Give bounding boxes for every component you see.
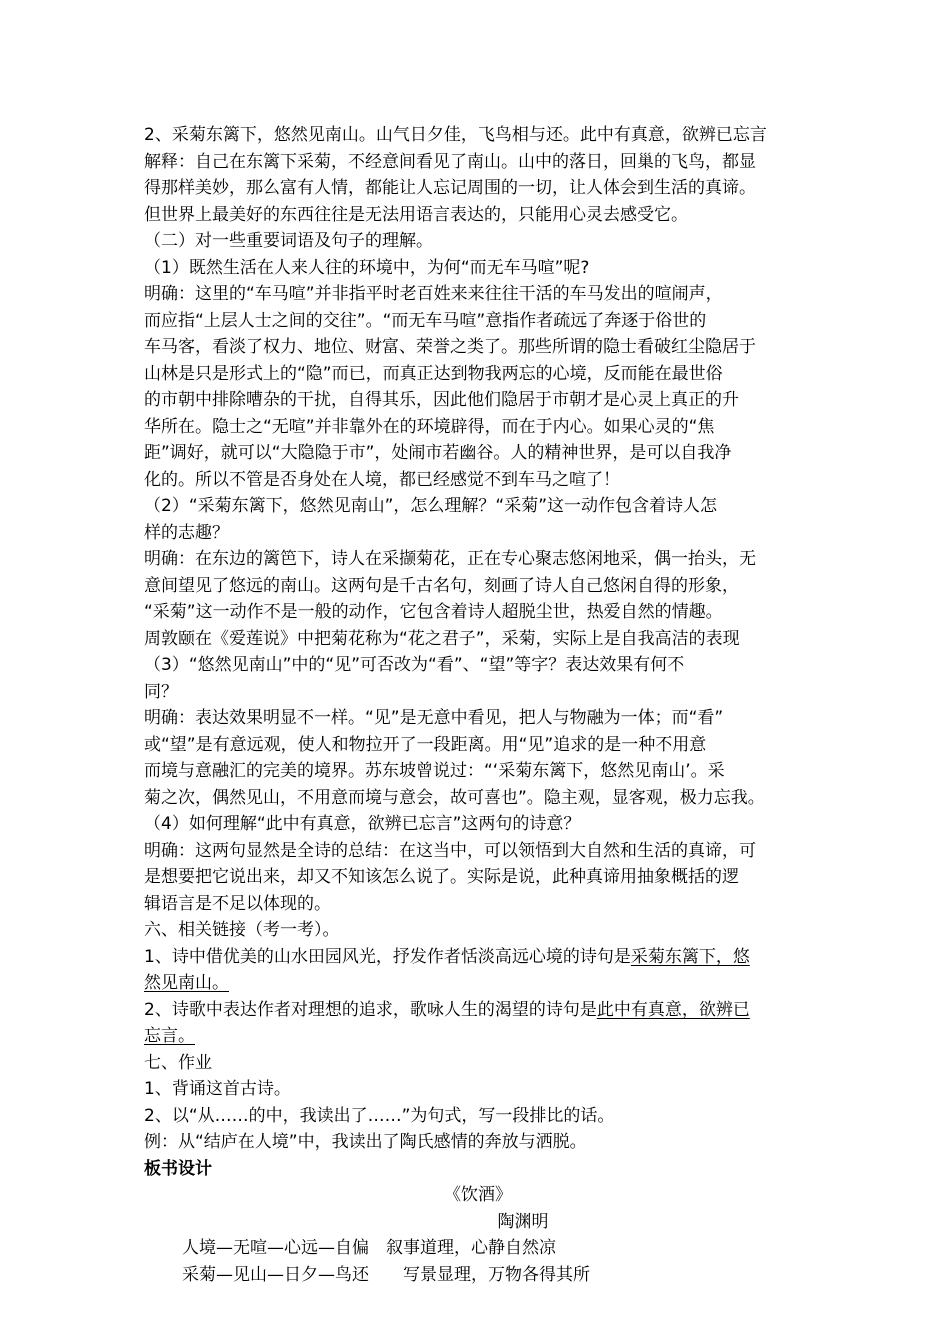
text-line: 距”调好，就可以“大隐隐于市”，处闹市若幽谷。人的精神世界，是可以自我净 (144, 443, 732, 463)
section-heading: 六、相关链接（考一考）。 (144, 920, 340, 940)
homework-item: 2、以“从……的中，我读出了……”为句式，写一段排比的话。 (144, 1105, 615, 1126)
text-line: 明确：这两句显然是全诗的总结：在这当中，可以领悟到大自然和生活的真谛，可 (144, 840, 756, 861)
text-line: 而应指“上层人士之间的交往”。“而无车马喧”意指作者疏远了奔逐于俗世的 (144, 310, 707, 331)
text-line: 但世界上最美好的东西往往是无法用语言表达的，只能用心灵去感受它。 (144, 204, 688, 225)
homework-example: 例：从“结庐在人境”中，我读出了陶氏感情的奔放与洒脱。 (144, 1132, 587, 1152)
text-line: 意间望见了悠远的南山。这两句是千古名句，刻画了诗人自己悠闲自得的形象， (144, 575, 739, 596)
answer-text: 忘言。 (144, 1026, 195, 1046)
text-line: 2、采菊东篱下，悠然见南山。山气日夕佳，飞鸟相与还。此中有真意，欲辨已忘言 (144, 125, 767, 145)
text-line: 周敦颐在《爱莲说》中把菊花称为“花之君子”，采菊，实际上是自我高洁的表现 (144, 628, 740, 649)
board-heading: 板书设计 (144, 1158, 212, 1179)
board-title: 《饮酒》 (444, 1185, 512, 1205)
text-line: 或“望”是有意远观，使人和物拉开了一段距离。用“见”追求的是一种不用意 (144, 734, 707, 755)
text-line: 菊之次，偶然见山，不用意而境与意会，故可喜也”。隐主观，显客观，极力忘我。 (144, 787, 765, 808)
section-heading: 七、作业 (144, 1052, 212, 1073)
question-text: 2、诗歌中表达作者对理想的追求，歌咏人生的渴望的诗句是 (144, 999, 597, 1020)
text-line: 华所在。隐士之“无喧”并非靠外在的环境辟得，而在于内心。如果心灵的“焦 (144, 416, 715, 437)
answer-text: 采菊东篱下，悠 (630, 946, 750, 967)
text-line: 山林是只是形式上的“隐”而已，而真正达到物我两忘的心境，反而能在最世俗 (144, 363, 723, 384)
answer-text: 此中有真意，欲辨已 (596, 999, 750, 1020)
text-line: 明确：在东边的篱笆下，诗人在采撷菊花，正在专心聚志悠闲地采，偶一抬头，无 (144, 549, 756, 569)
answer-text: 然见南山。 (144, 973, 229, 993)
text-line: 的市朝中排除嘈杂的干扰，自得其乐，因此他们隐居于市朝才是心灵上真正的升 (144, 390, 739, 410)
question-2: （2）“采菊东篱下，悠然见南山”，怎么理解？“采菊”这一动作包含着诗人怎 (144, 496, 718, 516)
text-line: 而境与意融汇的完美的境界。苏东坡曾说过：“‘采菊东篱下，悠然见南山’。采 (144, 761, 725, 781)
text-line: 得那样美妙，那么富有人情，都能让人忘记周围的一切，让人体会到生活的真谛。 (144, 178, 756, 198)
text-line: 化的。所以不管是否身处在人境，都已经感觉不到车马之喧了！ (144, 469, 620, 490)
question-text: 1、诗中借优美的山水田园风光，抒发作者恬淡高远心境的诗句是 (144, 946, 631, 967)
board-author: 陶渊明 (497, 1211, 549, 1232)
link-question-1 (144, 944, 812, 971)
link-question-2-cont (144, 1023, 812, 1050)
text-line: 样的志趣？ (144, 522, 229, 543)
link-question-2 (144, 997, 812, 1024)
text-line: 明确：这里的“车马喧”并非指平时老百姓来来往往干活的车马发出的喧闹声， (144, 284, 723, 304)
board-row: 采菊—见山—日夕—鸟还 写景显理，万物各得其所 (182, 1264, 590, 1285)
text-line: 是想要把它说出来，却又不知该怎么说了。实际是说，此种真谛用抽象概括的逻 (144, 867, 739, 887)
question-1: （1）既然生活在人来人往的环境中，为何“而无车马喧”呢? (144, 257, 590, 278)
question-4: （4）如何理解“此中有真意，欲辨已忘言”这两句的诗意？ (144, 814, 581, 834)
section-heading: （二）对一些重要词语及句子的理解。 (144, 231, 433, 251)
text-line: 解释：自己在东篱下采菊，不经意间看见了南山。山中的落日，回巢的飞鸟，都显 (144, 151, 756, 172)
text-line: 明确：表达效果明显不一样。“见”是无意中看见，把人与物融为一体；而“看” (144, 708, 724, 728)
text-line: 车马客，看淡了权力、地位、财富、荣誉之类了。那些所谓的隐士看破红尘隐居于 (144, 337, 756, 357)
text-line: 同？ (144, 681, 178, 702)
text-line: “采菊”这一动作不是一般的动作，它包含着诗人超脱尘世，热爱自然的情趣。 (144, 602, 723, 622)
question-3: （3）“悠然见南山”中的“见”可否改为“看”、“望”等字？表达效果有何不 (144, 655, 685, 675)
text-line: 辑语言是不足以体现的。 (144, 893, 331, 914)
homework-item: 1、背诵这首古诗。 (144, 1079, 291, 1099)
link-question-1-cont (144, 970, 812, 997)
board-row: 人境—无喧—心远—自偏 叙事道理，心静自然凉 (182, 1238, 556, 1258)
document-page (144, 122, 812, 1288)
